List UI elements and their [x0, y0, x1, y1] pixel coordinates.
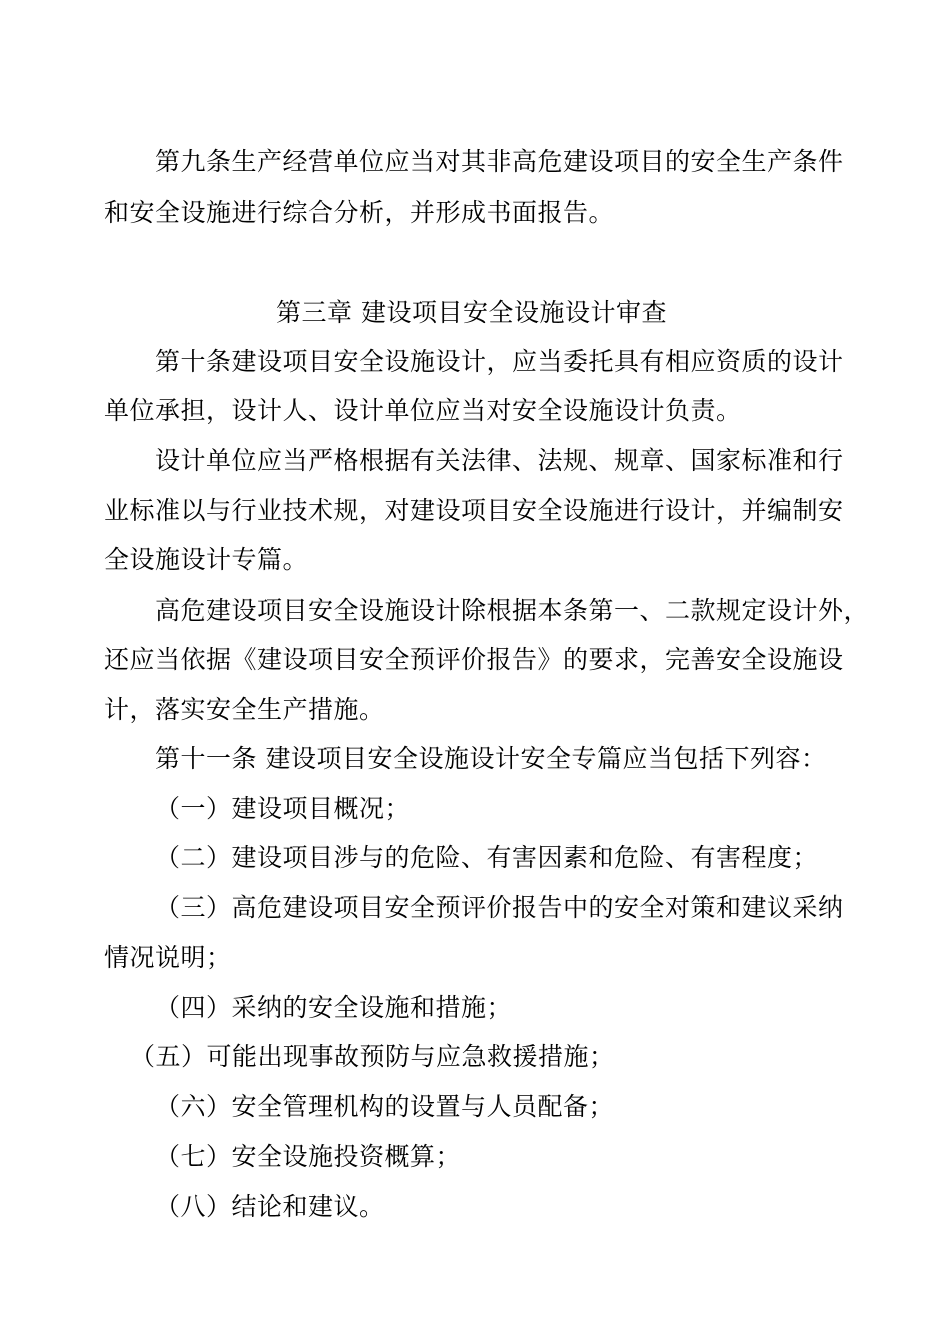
article-10-para-3-line-1: 高危建设项目安全设施设计除根据本条第一、二款规定设计外，: [155, 596, 870, 625]
article-11-item-3-line-2: 情况说明；: [104, 943, 232, 972]
article-10-para-3-line-3: 计，落实安全生产措施。: [104, 695, 385, 724]
article-9-line-1: 第九条生产经营单位应当对其非高危建设项目的安全生产条件: [155, 147, 844, 176]
article-10-para-2-line-1: 设计单位应当严格根据有关法律、法规、规章、国家标准和行: [155, 446, 844, 475]
article-11-item-8: （八）结论和建议。: [155, 1192, 385, 1221]
article-10-para-2-line-3: 全设施设计专篇。: [104, 545, 309, 574]
article-11-item-2: （二）建设项目涉与的危险、有害因素和危险、有害程度；: [155, 843, 819, 872]
article-10-para-1-line-1: 第十条建设项目安全设施设计，应当委托具有相应资质的设计: [155, 347, 844, 376]
article-11-item-1: （一）建设项目概况；: [155, 794, 411, 823]
article-11-item-6: （六）安全管理机构的设置与人员配备；: [155, 1092, 615, 1121]
article-10-para-1-line-2: 单位承担，设计人、设计单位应当对安全设施设计负责。: [104, 396, 742, 425]
article-11-item-4: （四）采纳的安全设施和措施；: [155, 993, 513, 1022]
chapter-3-title: 第三章 建设项目安全设施设计审查: [276, 298, 667, 327]
article-11-intro: 第十一条 建设项目安全设施设计安全专篇应当包括下列容：: [155, 744, 827, 773]
article-11-item-5: （五）可能出现事故预防与应急救援措施；: [130, 1042, 615, 1071]
article-10-para-2-line-2: 业标准以与行业技术规，对建设项目安全设施进行设计，并编制安: [104, 496, 844, 525]
article-11-item-7: （七）安全设施投资概算；: [155, 1142, 462, 1171]
article-11-item-3-line-1: （三）高危建设项目安全预评价报告中的安全对策和建议采纳: [155, 893, 844, 922]
article-9-line-2: 和安全设施进行综合分析，并形成书面报告。: [104, 198, 615, 227]
article-10-para-3-line-2: 还应当依据《建设项目安全预评价报告》的要求，完善安全设施设: [104, 645, 844, 674]
